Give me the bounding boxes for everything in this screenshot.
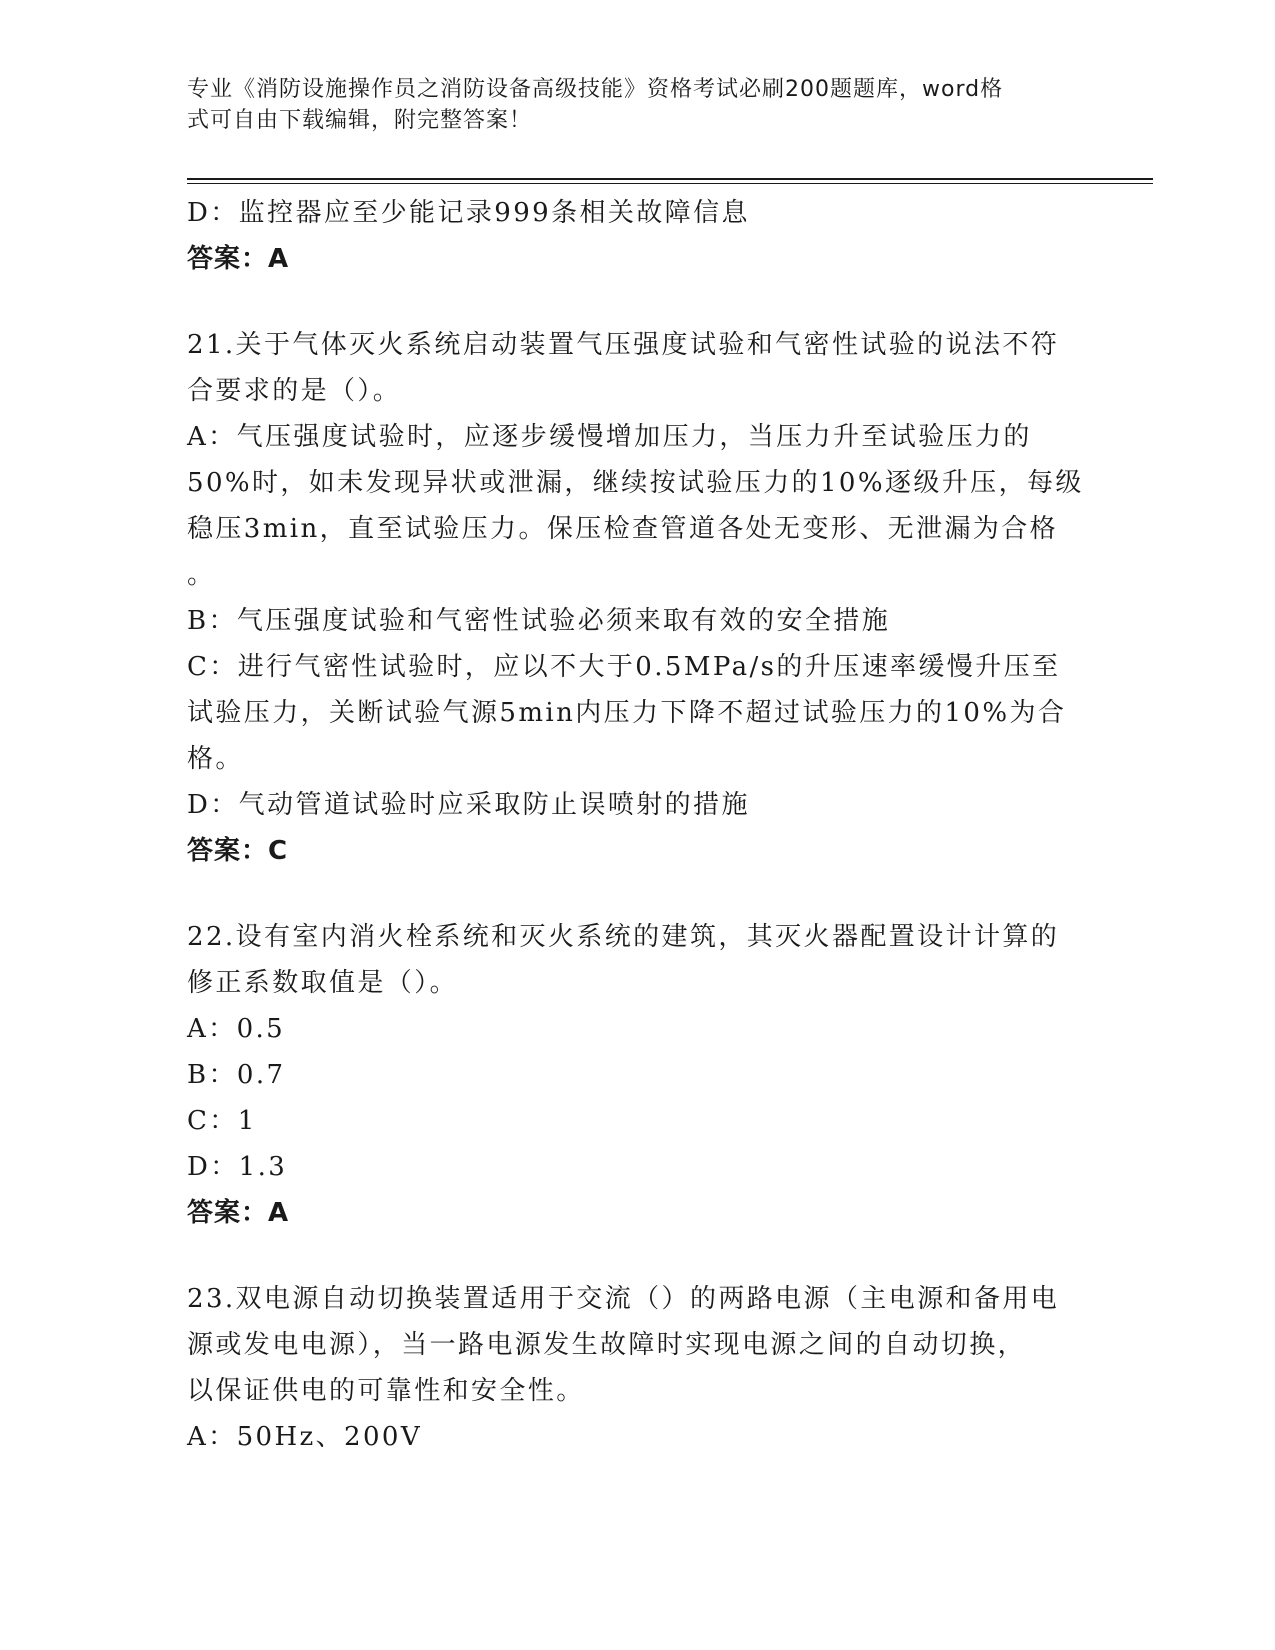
q21-option-a-line: 稳压3min，直至试验压力。保压检查管道各处无变形、无泄漏为合格 xyxy=(187,514,1059,544)
q21-option-a-line: 。 xyxy=(187,560,216,590)
spacer xyxy=(187,1236,1077,1276)
q21-option-a-line: 50%时，如未发现异状或泄漏，继续按试验压力的10%逐级升压，每级 xyxy=(187,468,1084,498)
q23-option-a: A：50Hz、200V xyxy=(187,1422,423,1452)
question-list xyxy=(187,190,1084,1460)
q22-option-d: D：1.3 xyxy=(187,1152,288,1182)
question-22 xyxy=(187,914,1077,1236)
q23-stem-line: 源或发电电源），当一路电源发生故障时实现电源之间的自动切换， xyxy=(187,1330,1027,1360)
q23-stem-line: 以保证供电的可靠性和安全性。 xyxy=(187,1376,585,1406)
header-divider-thin xyxy=(187,183,1153,184)
document-header xyxy=(187,74,1067,136)
q20-answer: 答案：A xyxy=(187,244,290,274)
spacer xyxy=(187,282,1077,322)
question-20-tail xyxy=(187,190,1077,282)
q22-stem-line: 修正系数取值是（）。 xyxy=(187,968,459,998)
q22-option-c: C：1 xyxy=(187,1106,257,1136)
spacer xyxy=(187,874,1077,914)
q21-stem-line: 合要求的是（）。 xyxy=(187,376,402,406)
q22-stem-line: 22.设有室内消火栓系统和灭火系统的建筑，其灭火器配置设计计算的 xyxy=(187,922,1060,952)
q21-answer: 答案：C xyxy=(187,836,289,866)
header-divider-thick xyxy=(187,178,1153,180)
q20-option-d: D：监控器应至少能记录999条相关故障信息 xyxy=(187,198,750,228)
q21-stem-line: 21.关于气体灭火系统启动装置气压强度试验和气密性试验的说法不符 xyxy=(187,330,1060,360)
q21-option-c-line: 格。 xyxy=(187,744,244,774)
header-line-1: 专业《消防设施操作员之消防设备高级技能》资格考试必刷200题题库，word格 xyxy=(187,77,1004,102)
q22-option-b: B：0.7 xyxy=(187,1060,286,1090)
q21-option-c-line: C：进行气密性试验时，应以不大于0.5MPa/s的升压速率缓慢升压至 xyxy=(187,652,1061,682)
question-21 xyxy=(187,322,1084,874)
q21-option-b: B：气压强度试验和气密性试验必须来取有效的安全措施 xyxy=(187,606,891,636)
q21-option-a-line: A：气压强度试验时，应逐步缓慢增加压力，当压力升至试验压力的 xyxy=(187,422,1032,452)
q22-answer: 答案：A xyxy=(187,1198,290,1228)
question-23 xyxy=(187,1276,1077,1460)
q21-option-c-line: 试验压力，关断试验气源5min内压力下降不超过试验压力的10%为合 xyxy=(187,698,1067,728)
q23-stem-line: 23.双电源自动切换装置适用于交流（）的两路电源（主电源和备用电 xyxy=(187,1284,1060,1314)
q21-option-d: D：气动管道试验时应采取防止误喷射的措施 xyxy=(187,790,750,820)
q22-option-a: A：0.5 xyxy=(187,1014,286,1044)
header-line-2: 式可自由下载编辑，附完整答案！ xyxy=(187,108,533,133)
